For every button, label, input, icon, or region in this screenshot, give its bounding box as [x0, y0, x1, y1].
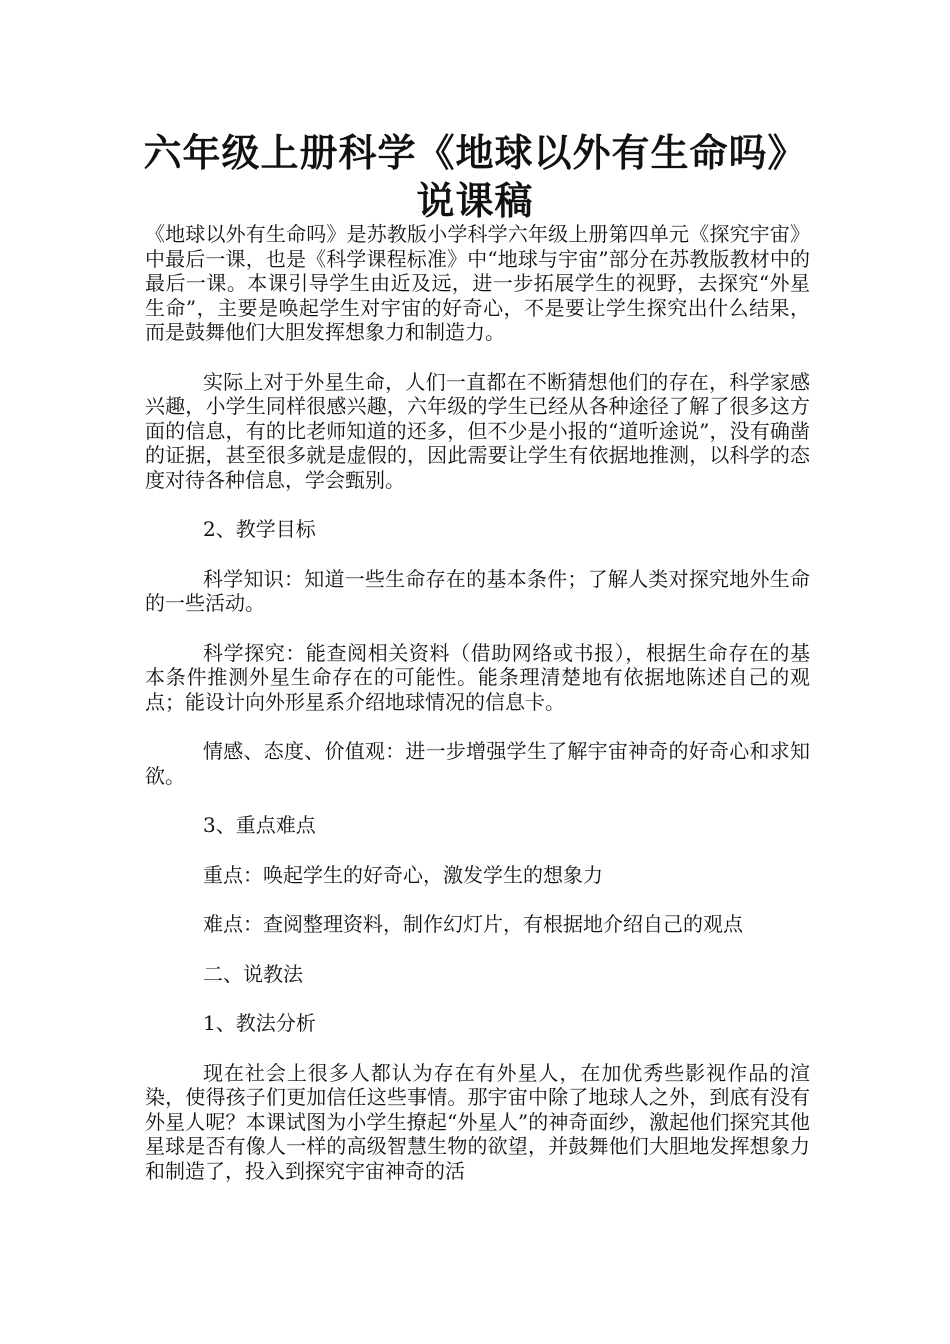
section-heading-key-points: 3、重点难点: [203, 813, 316, 837]
paragraph-science-inquiry: 科学探究：能查阅相关资料（借助网络或书报），根据生命存在的基本条件推测外星生命存在的可能性。能条理清楚地有依据地陈述自己的观点；能设计向外形星系介绍地球情况的信息卡。: [145, 640, 810, 714]
paragraph-method-analysis: 现在社会上很多人都认为存在有外星人，在加优秀些影视作品的渲染，使得孩子们更加信任这些事情。那宇宙中除了地球人之外，到底有没有外星人呢？本课试图为小学生撩起“外星人”的神奇面纱，激起他们探究其他星球是否有像人一样的高级智慧生物的欲望，并鼓舞他们大胆地发挥想象力和制造了，投入到探究宇宙神奇的活: [145, 1060, 810, 1183]
paragraph-intro: 《地球以外有生命吗》是苏教版小学科学六年级上册第四单元《探究宇宙》中最后一课，也是《科学课程标准》中“地球与宇宙”部分在苏教版教材中的最后一课。本课引导学生由近及远，进一步拓展学生的视野，去探究“外星生命”，主要是唤起学生对宇宙的好奇心，不是要让学生探究出什么结果，而是鼓舞他们大胆发挥想象力和制造力。: [145, 222, 810, 344]
paragraph-science-knowledge: 科学知识：知道一些生命存在的基本条件；了解人类对探究地外生命的一些活动。: [145, 566, 810, 615]
section-heading-teaching-goals: 2、教学目标: [203, 517, 316, 541]
paragraph-background: 实际上对于外星生命，人们一直都在不断猜想他们的存在，科学家感兴趣，小学生同样很感兴趣，六年级的学生已经从各种途径了解了很多这方面的信息，有的比老师知道的还多，但不少是小报的“道听途说”，没有确凿的证据，甚至很多就是虚假的，因此需要让学生有依据地推测，以科学的态度对待各种信息，学会甄别。: [145, 369, 810, 492]
paragraph-difficulty: 难点：查阅整理资料，制作幻灯片，有根据地介绍自己的观点: [203, 912, 743, 936]
paragraph-attitude-values: 情感、态度、价值观：进一步增强学生了解宇宙神奇的好奇心和求知欲。: [145, 739, 810, 788]
document-title-line-2: 说课稿: [416, 179, 534, 223]
section-heading-teaching-method: 二、说教法: [203, 961, 303, 986]
section-heading-method-analysis: 1、教法分析: [203, 1011, 316, 1035]
paragraph-key-point: 重点：唤起学生的好奇心，激发学生的想象力: [203, 862, 603, 887]
document-body: [145, 222, 810, 1183]
document-title-line-1: 六年级上册科学《地球以外有生命吗》: [143, 131, 807, 175]
